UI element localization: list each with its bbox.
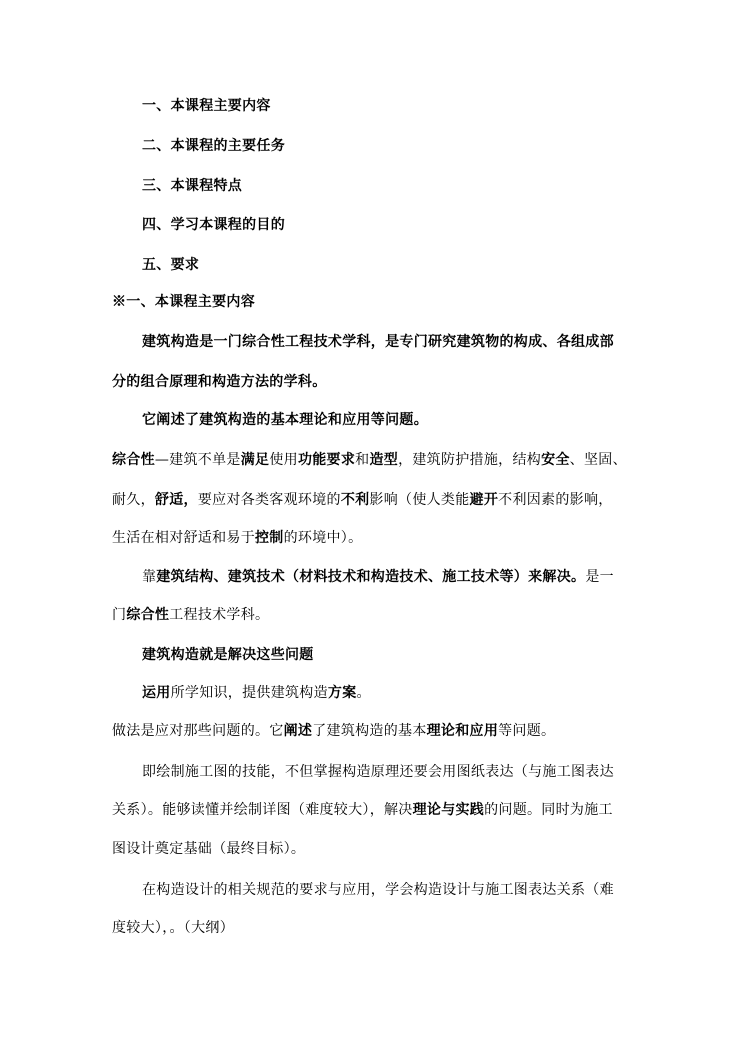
para3-l3-a: 生活在相对舒适和易于	[112, 530, 255, 546]
para9-line2: 度较大），。（大纲）	[112, 920, 234, 936]
para6-b: 所学知识，提供建筑构造	[170, 685, 328, 701]
para3-l1-a: 综合性	[112, 452, 155, 468]
toc-item-4: 四、学习本课程的目的	[142, 217, 285, 233]
para4-l1-c: 是一	[585, 569, 614, 585]
para8-line3: 图设计奠定基础（最终目标）。	[112, 841, 306, 857]
para3-l1-f: 和	[355, 452, 370, 468]
para1-line1: 建筑构造是一门综合性工程技术学科，是专门研究建筑物的构成、各组成部	[142, 334, 614, 350]
para9-line1: 在构造设计的相关规范的要求与应用，学会构造设计与施工图表达关系（难	[142, 882, 614, 898]
para3-l2-c: 要应对各类客观环境的	[197, 492, 341, 508]
para8-line2	[112, 800, 613, 820]
para4-line1	[142, 567, 614, 587]
para4-l1-b: 建筑结构、建筑技术（材料技术和构造技术、施工技术等）来解决。	[156, 569, 586, 585]
para7	[112, 721, 555, 741]
para8-line1: 即绘制施工图的技能，不但掌握构造原理还要会用图纸表达（与施工图表达	[142, 764, 614, 780]
para3-l1-b: —建筑不单是	[154, 452, 241, 468]
para3-l1-g: 造型	[369, 452, 399, 468]
para3-l1-c: 满足	[240, 452, 270, 468]
para4-line2	[112, 605, 269, 625]
para8-l2-a: 关系）。能够读懂并绘制详图（难度较大），解决	[112, 802, 413, 818]
para3-l2-e: 影响（使人类能	[369, 492, 470, 508]
para3-l1-d: 使用	[269, 452, 298, 468]
para7-b: 阐述	[283, 723, 313, 739]
para6-c: 方案	[327, 685, 357, 701]
para2: 它阐述了建筑构造的基本理论和应用等问题。	[142, 412, 428, 428]
para3-l2-a: 耐久，	[112, 492, 155, 508]
para7-c: 了建筑构造的基本	[312, 723, 427, 739]
para6-a: 运用	[142, 685, 171, 701]
para5: 建筑构造就是解决这些问题	[142, 647, 314, 663]
para3-line1	[112, 450, 627, 470]
para4-l2-b: 综合性	[126, 607, 170, 623]
para8-l2-c: 的问题。同时为施工	[484, 802, 613, 818]
para1-line2: 分的组合原理和构造方法的学科。	[112, 374, 327, 390]
para3-l1-e: 功能要求	[297, 452, 356, 468]
para3-l1-j: 、坚固、	[569, 452, 627, 468]
toc-item-2: 二、本课程的主要任务	[142, 138, 285, 154]
para8-l2-b: 理论与实践	[412, 802, 485, 818]
toc-item-1: 一、本课程主要内容	[142, 98, 271, 114]
toc-item-5: 五、要求	[142, 257, 200, 273]
para3-l1-h: ，建筑防护措施，结构	[398, 452, 542, 468]
para3-line3	[112, 528, 362, 548]
para3-l2-g: 不利因素的影响，	[498, 492, 613, 508]
para3-l3-b: 控制	[255, 530, 284, 546]
para6-d: 。	[356, 685, 371, 701]
para4-l2-a: 门	[112, 607, 127, 623]
para7-d: 理论和应用	[426, 723, 499, 739]
para3-l1-i: 安全	[541, 452, 570, 468]
toc-item-3: 三、本课程特点	[142, 178, 243, 194]
para4-l1-a: 靠	[142, 569, 157, 585]
para3-l2-d: 不利	[340, 492, 370, 508]
para3-l3-c: 的环境中）。	[283, 530, 363, 546]
para3-l2-b: 舒适，	[154, 492, 198, 508]
para7-e: 等问题。	[498, 723, 556, 739]
para6	[142, 683, 371, 703]
section-heading: ※一、本课程主要内容	[112, 294, 255, 310]
para4-l2-c: 工程技术学科。	[169, 607, 270, 623]
para7-a: 做法是应对那些问题的。它	[112, 723, 284, 739]
para3-l2-f: 避开	[469, 492, 499, 508]
para3-line2	[112, 490, 613, 510]
